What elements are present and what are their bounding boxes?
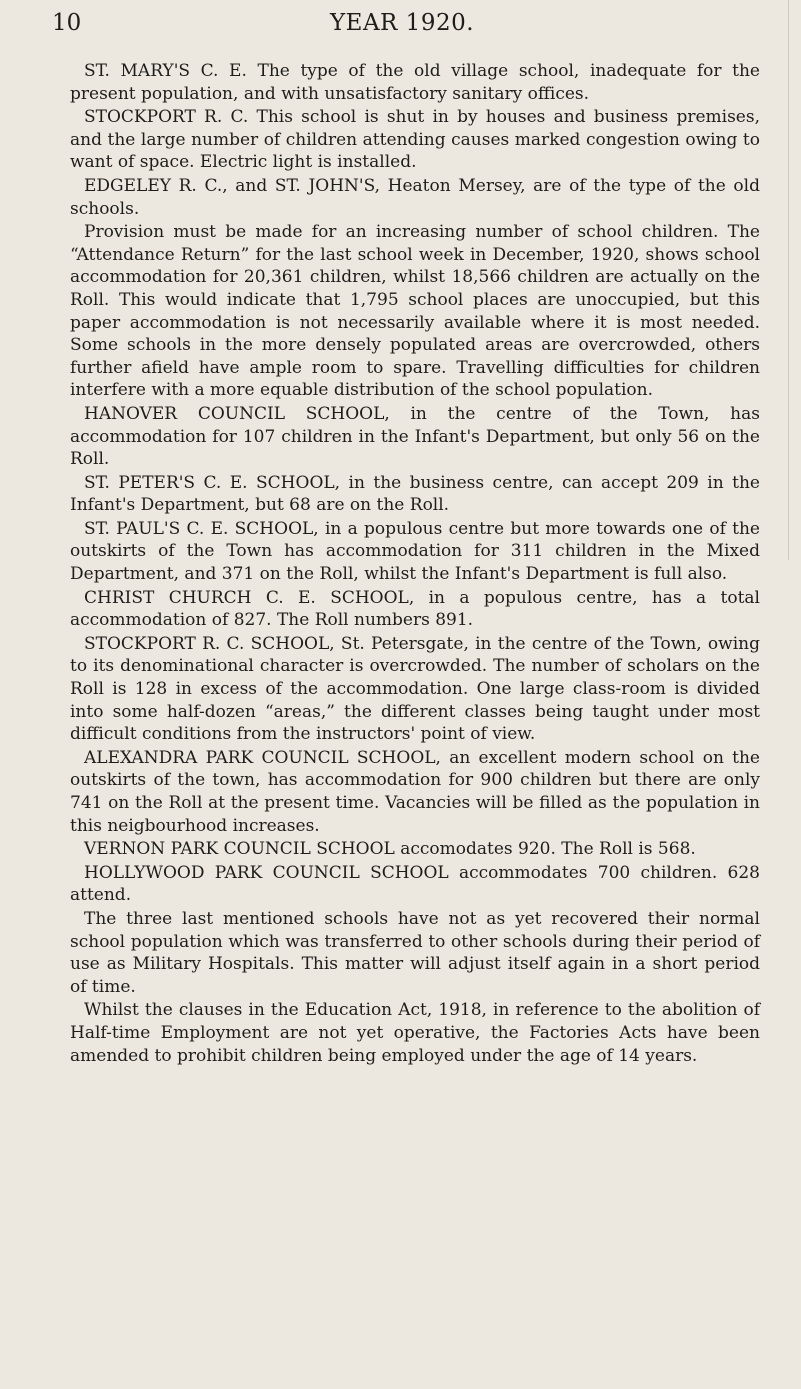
- paragraph-edgeley: EDGELEY R. C., and ST. JOHN'S, Heaton Mersey, are of the type of the old schools.: [70, 175, 760, 219]
- paragraph-provision: Provision must be made for an increasing number of school children. The “Attendance Return” for the last school week in December, 1920, shows school accommodation for 20,361 children, whilst 18,566 children are actually on the Roll. This would indicate that 1,795 school places are unoccupied, but this paper accommodation is not necessarily available where it is most needed. Some schools in the more densely populated areas are overcrowded, others further afield have ample room to spare. Travelling difficulties for children interfere with a more equable distribution of the school population.: [70, 222, 760, 401]
- paragraph-st-peters: ST. PETER'S C. E. SCHOOL, in the business centre, can accept 209 in the Infant's Department, but 68 are on the Roll.: [70, 472, 760, 516]
- paragraph-three-schools: The three last mentioned schools have not as yet recovered their normal school population which was transferred to other schools during their period of use as Military Hospitals. This matter will adjust itself again in a short period of time.: [70, 908, 760, 997]
- paragraph-hanover: HANOVER COUNCIL SCHOOL, in the centre of the Town, has accommodation for 107 children in the Infant's Department, but only 56 on the Roll.: [70, 403, 760, 470]
- running-title: YEAR 1920.: [329, 10, 475, 36]
- paragraph-vernon-park: VERNON PARK COUNCIL SCHOOL accomodates 920. The Roll is 568.: [84, 839, 696, 860]
- paragraph-st-marys: ST. MARY'S C. E. The type of the old village school, inadequate for the present population, and with unsatisfactory sanitary offices.: [70, 61, 760, 104]
- paragraph-christ-church: CHRIST CHURCH C. E. SCHOOL, in a populous centre, has a total accommodation of 827. The Roll numbers 891.: [70, 587, 760, 631]
- paragraph-stockport-rc-school: STOCKPORT R. C. SCHOOL, St. Petersgate, in the centre of the Town, owing to its denominational character is overcrowded. The number of scholars on the Roll is 128 in excess of the accommodation. One large class-room is divided into some half-dozen “areas,” the different classes being taught under most difficult conditions from the instructors' point of view.: [70, 633, 760, 745]
- page-edge-shadow: [788, 0, 795, 560]
- paragraph-stockport-rc: STOCKPORT R. C. This school is shut in by houses and business premises, and the large number of children attending causes marked congestion owing to want of space. Electric light is installed.: [70, 107, 760, 173]
- page-header: [52, 6, 752, 46]
- paragraph-hollywood-park: HOLLYWOOD PARK COUNCIL SCHOOL accommodates 700 children. 628 attend.: [70, 862, 760, 906]
- body-text: [70, 60, 760, 1068]
- paragraph-alexandra-park: ALEXANDRA PARK COUNCIL SCHOOL, an excellent modern school on the outskirts of the town, has accommodation for 900 children but there are only 741 on the Roll at the present time. Vacancies will be filled as the population in this neigbourhood increases.: [70, 747, 760, 836]
- paragraph-st-pauls: ST. PAUL'S C. E. SCHOOL, in a populous centre but more towards one of the outskirts of the Town has accommodation for 311 children in the Mixed Department, and 371 on the Roll, whilst the Infant's Department is full also.: [70, 518, 760, 585]
- page-number: 10: [52, 10, 82, 36]
- paragraph-education-act: Whilst the clauses in the Education Act, 1918, in reference to the abolition of Half-time Employment are not yet operative, the Factories Acts have been amended to prohibit children being employed under the age of 14 years.: [70, 1000, 760, 1066]
